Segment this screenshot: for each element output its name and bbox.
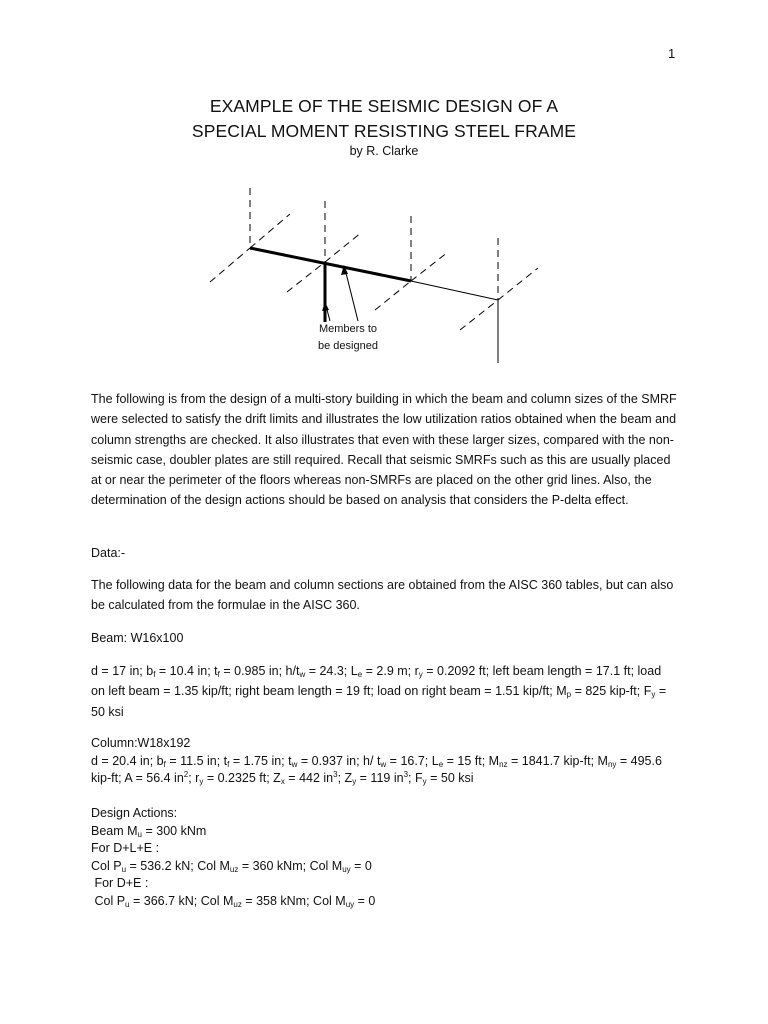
column-heading: Column:W18x192 [91,736,191,750]
grid-line-2b [325,232,362,262]
load-case-1-values: Col $P_u = 536.2$ kN; Col $M_{uz} = 360$ kNm; Col $M_{uy} = 0$ [91,858,372,874]
actions-heading: Design Actions: [91,806,178,820]
data-heading: Data:- [91,546,126,560]
load-case-1: For D+L+E : [91,841,160,855]
beam-moment: Beam $M_u = 300$ kNm [91,823,207,839]
callout-line-2: be designed [318,340,378,352]
arrow-head-column-icon [322,302,329,311]
design-actions [91,805,677,910]
title-line-1: EXAMPLE OF THE SEISMIC DESIGN OF A [209,96,559,116]
designed-beam [250,248,411,281]
beam-properties: d = 17 in; $b_f = 10.4$ in; $t_f = 0.985$ in; $h/t_w = 24.3$; $L_e = 2.9$ m; $r_y = 0.2092$ ft; left beam length = 17.1 ft; load on left beam = 1.35 kip/ft; right beam length = 19 ft; load on right beam = 1.51 kip/ft; $M_p = 825$ kip-ft; $F_y = 50$ ksi [91,664,667,719]
grid-line-4 [460,300,498,330]
grid-line-1b [250,214,290,248]
data-intro-paragraph: The following data for the beam and column sections are obtained from the AISC 360 tables, but can also be calculated from the formulae in the AISC 360. [91,578,674,613]
title-line-2: SPECIAL MOMENT RESISTING STEEL FRAME [191,121,577,141]
arrow-to-beam [345,269,358,321]
grid-line-3b [411,252,448,281]
page-number: 1 [668,46,676,61]
column-properties: d = 20.4 in; $b_f = 11.5$ in; $t_f = 1.75$ in; $t_w = 0.937$ in; h/ $t_w = 16.7$; $L_e = 15$ ft; $M_{nz} = 1841.7$ kip-ft; $M_{ny} = 495.6$ kip-ft; A = 56.4 $in^2$; $r_y = 0.2325$ ft; $Z_x = 442$ $in^3$; $Z_y = 119$ $in^3$; $F_y = 50$ ksi [91,753,662,786]
load-case-2-values: Col $P_u = 366.7$ kN; Col $M_{uz} = 358$ kNm; Col $M_{uy} = 0$ [91,893,376,909]
grid-line-3 [375,281,411,310]
author: by R. Clarke [349,144,419,158]
beam-heading: Beam: W16x100 [91,631,184,645]
load-case-2: For D+E : [91,876,149,890]
grid-line-1 [210,248,250,282]
intro-paragraph: The following is from the design of a multi-story building in which the beam and column sizes of the SMRF were selected to satisfy the drift limits and illustrates the low utilization ratios obtained when the beam and column strengths are checked. It also illustrates that even with these larger sizes, compared with the non-seismic case, doubler plates are still required. Recall that seismic SMRFs such as this are usually placed at or near the perimeter of the floors whereas non-SMRFs are placed on the other grid lines. Also, the determination of the design actions should be based on analysis that considers the P-delta effect. [91,392,677,508]
column-section [91,735,677,788]
beam-line-right [411,281,498,300]
callout-line-1: Members to [318,323,378,335]
grid-line-2 [287,262,325,292]
grid-line-4b [498,268,538,300]
figure-callout [300,321,396,355]
